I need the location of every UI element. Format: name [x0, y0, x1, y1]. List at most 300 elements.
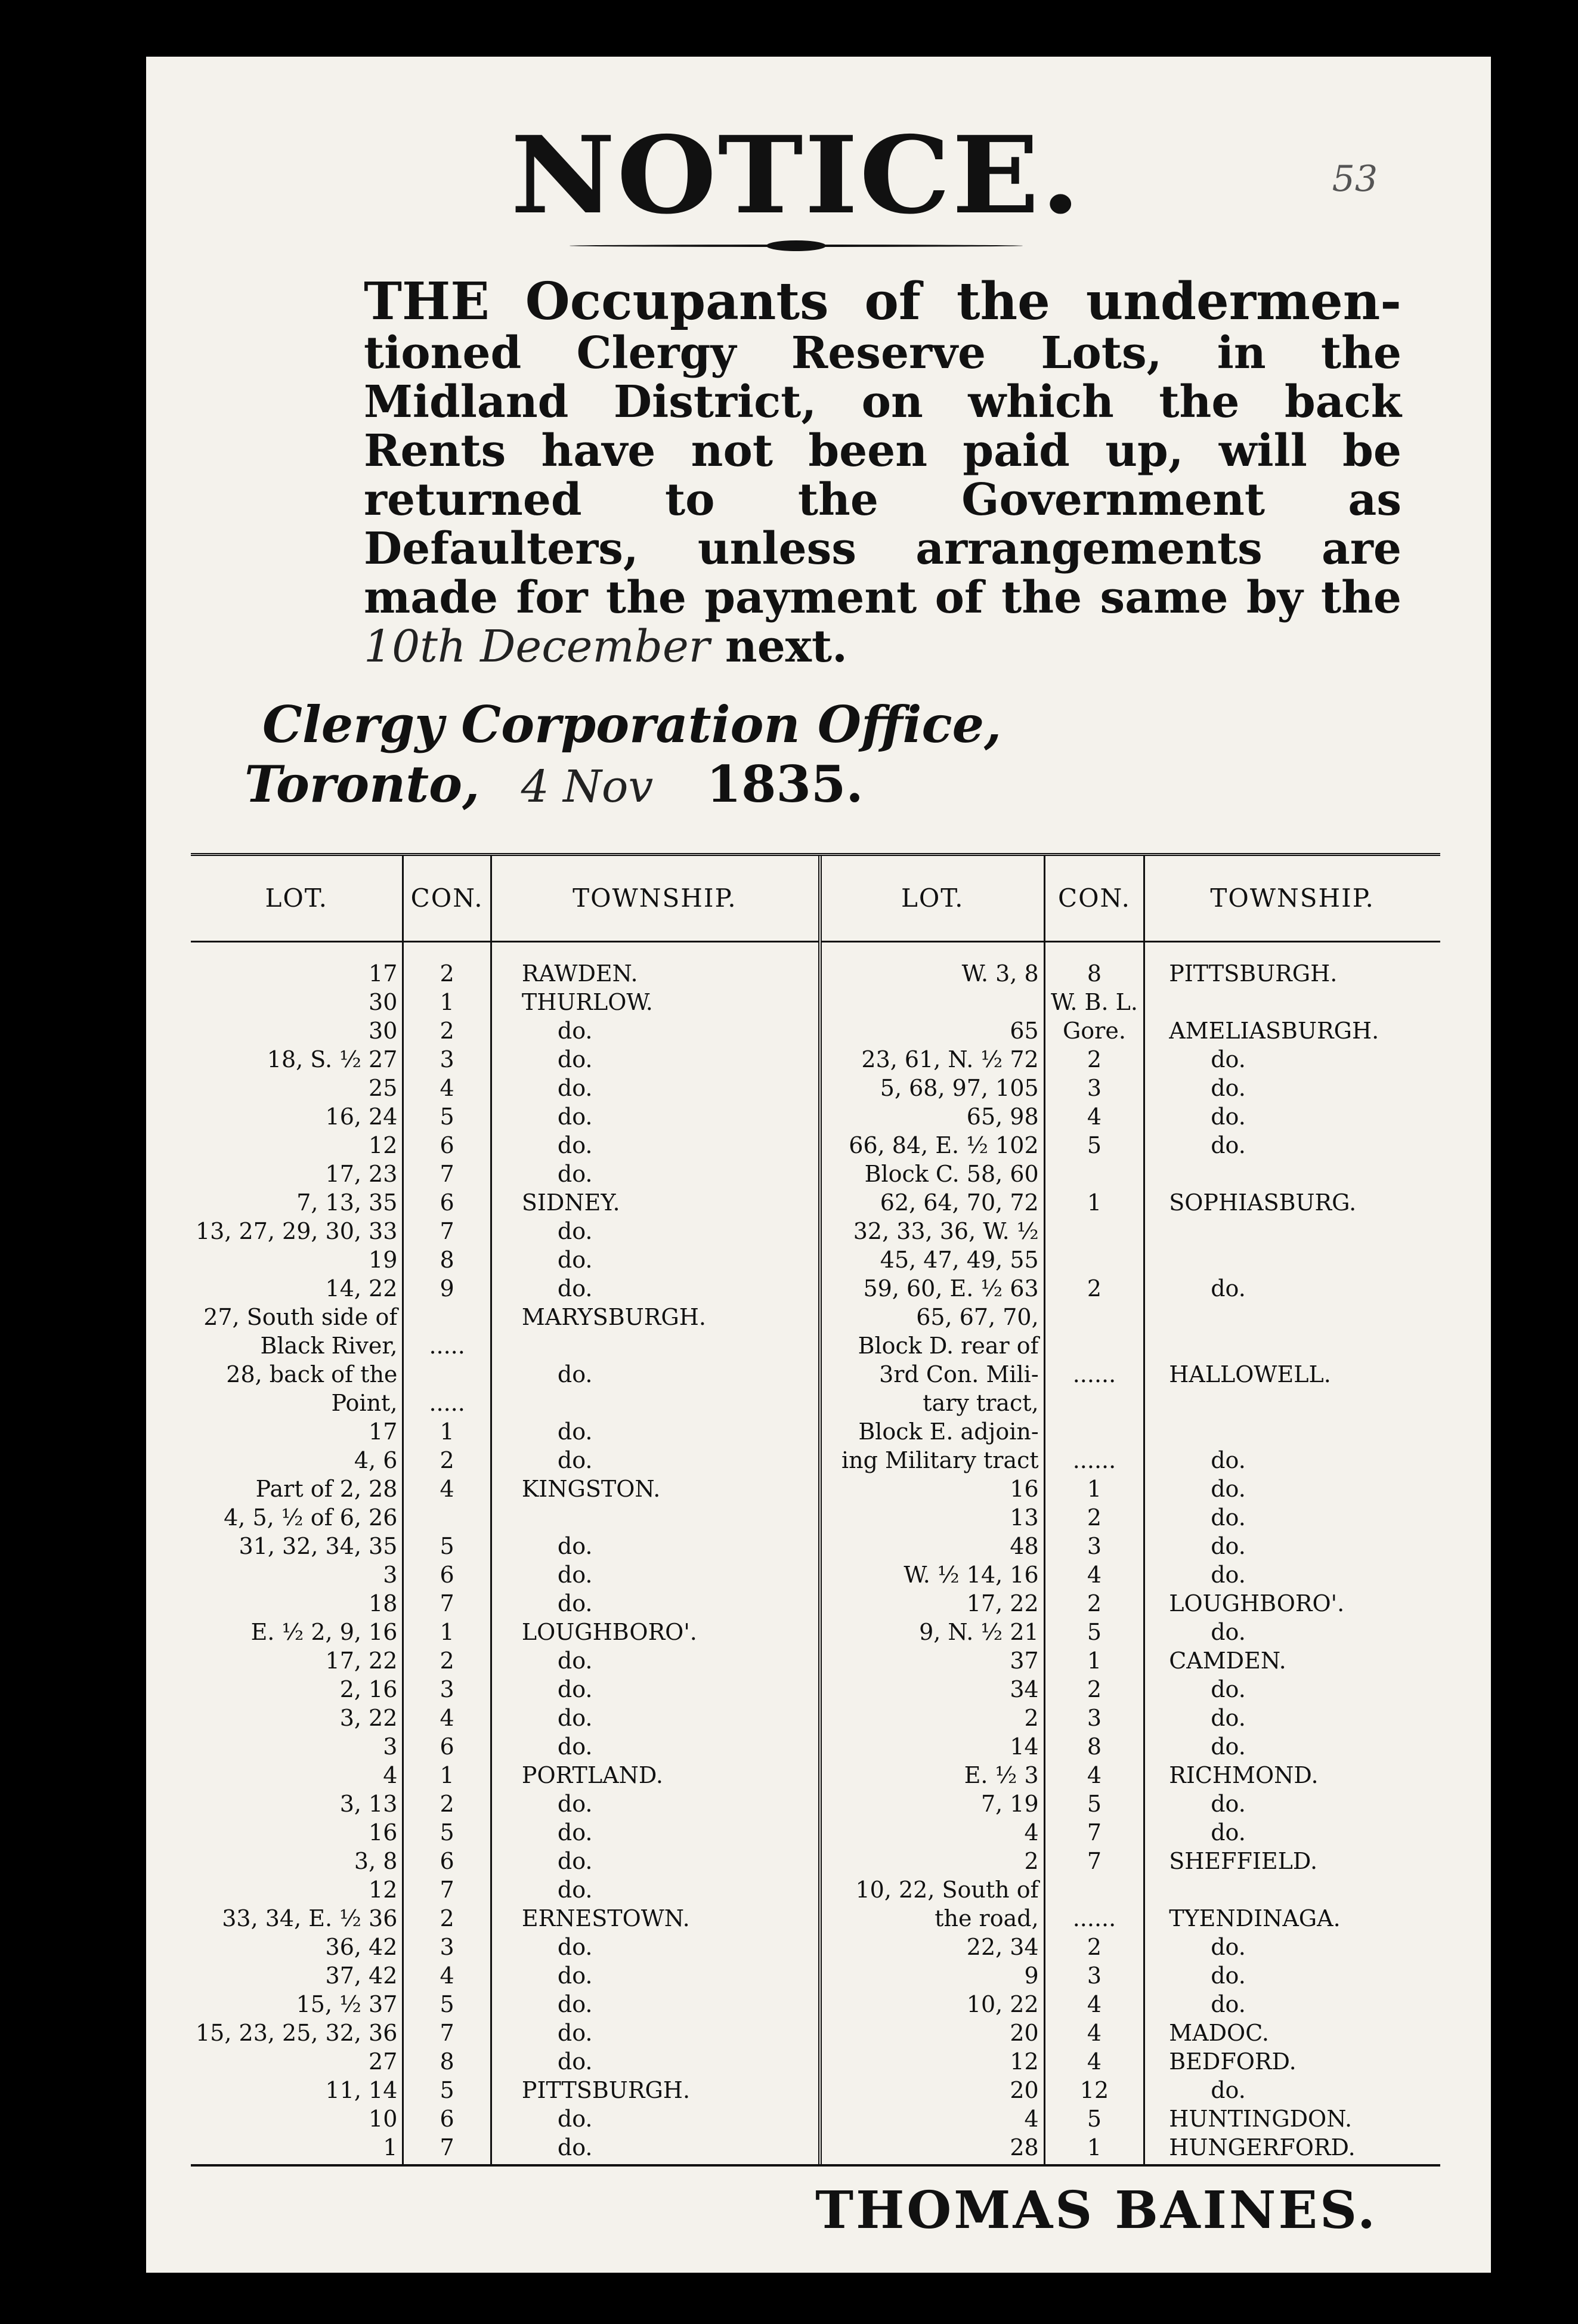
cell-lot-left: 2, 16 [339, 1676, 398, 1702]
cell-township-left: do. [557, 1963, 593, 1989]
cell-lot-left: E. ½ 2, 9, 16 [250, 1619, 398, 1645]
table-row [191, 1847, 1440, 1875]
cell-lot-left: 3, 13 [339, 1791, 398, 1817]
cell-con-left: 4 [403, 1475, 491, 1503]
cell-lot-right: 3rd Con. Mili- [820, 1360, 1044, 1389]
cell-con-right [1044, 1875, 1144, 1904]
cell-con-right [1044, 1217, 1144, 1246]
table-row [191, 988, 1440, 1016]
cell-lot-right: 45, 47, 49, 55 [820, 1246, 1044, 1274]
table-row [191, 1217, 1440, 1246]
cell-lot-right: Block C. 58, 60 [820, 1160, 1044, 1188]
cell-lot-right: 20 [820, 2019, 1044, 2047]
cell-township-right: do. [1211, 1275, 1246, 1302]
cell-township-right: do. [1211, 1619, 1246, 1645]
cell-township-left: do. [557, 1848, 593, 1874]
cell-township-left: do. [557, 2134, 593, 2161]
cell-con-left: 7 [403, 1217, 491, 1246]
cell-township-right [1144, 1875, 1440, 1904]
cell-township-left: do. [557, 2020, 593, 2046]
cell-lot-left: 10 [369, 2106, 398, 2132]
cell-con-left: 2 [403, 1790, 491, 1818]
table-row [191, 1074, 1440, 1102]
cell-township-right [1144, 1217, 1440, 1246]
table-row [191, 1675, 1440, 1704]
cell-con-left: 9 [403, 1274, 491, 1303]
cell-lot-right: 16 [820, 1475, 1044, 1503]
cell-con-left [403, 1360, 491, 1389]
cell-con-right [1044, 1246, 1144, 1274]
notice-body-end: next. [725, 621, 847, 672]
cell-con-right: 3 [1044, 1532, 1144, 1560]
cell-con-right: W. B. L. [1044, 988, 1144, 1016]
cell-lot-left: 15, ½ 37 [296, 1991, 398, 2017]
cell-lot-left: 3, 8 [354, 1848, 398, 1874]
cell-lot-left: 27 [369, 2048, 398, 2075]
header-con-right: CON. [1044, 856, 1144, 942]
table-row [191, 1417, 1440, 1446]
cell-con-right: Gore. [1044, 1016, 1144, 1045]
cell-lot-right: 5, 68, 97, 105 [820, 1074, 1044, 1102]
cell-township-left [491, 1503, 819, 1532]
cell-township-left: MARYSBURGH. [521, 1304, 706, 1330]
table-row [191, 1045, 1440, 1074]
cell-township-right: SHEFFIELD. [1169, 1848, 1318, 1874]
table-row [191, 1961, 1440, 1990]
cell-con-right: 5 [1044, 1618, 1144, 1646]
cell-con-left: 8 [403, 1246, 491, 1274]
cell-township-left: KINGSTON. [521, 1476, 661, 1502]
cell-lot-left: Black River, [260, 1333, 398, 1359]
cell-con-right [1044, 1389, 1144, 1417]
table-row [191, 1618, 1440, 1646]
lots-table [191, 856, 1440, 2164]
notice-body-text: tioned Clergy Reserve Lots, in the Midland District, on which the back Rents have not been paid up, will be returned to the Government as Defaulters, unless arrangements are made for the payment of the same by the [364, 327, 1401, 623]
cell-township-right: do. [1211, 1075, 1246, 1101]
cell-con-left: ..... [403, 1331, 491, 1360]
cell-con-right: 1 [1044, 1188, 1144, 1217]
cell-township-left: do. [557, 1275, 593, 1302]
cell-lot-right: 12 [820, 2047, 1044, 2076]
cell-con-left: 5 [403, 1818, 491, 1847]
cell-lot-left: 12 [369, 1132, 398, 1158]
cell-township-right [1144, 1303, 1440, 1331]
table-row [191, 1102, 1440, 1131]
table-row [191, 1732, 1440, 1761]
table-body [191, 942, 1440, 2165]
cell-township-left: RAWDEN. [521, 960, 638, 987]
cell-township-right: AMELIASBURGH. [1169, 1018, 1379, 1044]
office-line: Clergy Corporation Office, [262, 695, 1002, 754]
cell-lot-right: 7, 19 [820, 1790, 1044, 1818]
cell-township-right: do. [1211, 1991, 1246, 2017]
cell-lot-right: 65 [820, 1016, 1044, 1045]
cell-lot-right: 37 [820, 1646, 1044, 1675]
cell-lot-left: 3 [383, 1733, 398, 1760]
cell-con-left: 2 [403, 1904, 491, 1933]
cell-lot-left: 16 [369, 1819, 398, 1846]
cell-lot-right: 4 [820, 1818, 1044, 1847]
cell-township-right: SOPHIASBURG. [1169, 1189, 1357, 1216]
cell-lot-right: 10, 22, South of [820, 1875, 1044, 1904]
cell-lot-left: 30 [369, 1018, 398, 1044]
table-row [191, 1160, 1440, 1188]
cell-lot-left: 15, 23, 25, 32, 36 [196, 2020, 398, 2046]
cell-lot-left: 37, 42 [325, 1963, 398, 1989]
cell-township-right: do. [1211, 1504, 1246, 1531]
cell-lot-right: 9, N. ½ 21 [820, 1618, 1044, 1646]
cell-township-left: do. [557, 1161, 593, 1187]
table-row [191, 1990, 1440, 2019]
cell-township-right: do. [1211, 1705, 1246, 1731]
cell-lot-right: 59, 60, E. ½ 63 [820, 1274, 1044, 1303]
cell-township-right: do. [1211, 1819, 1246, 1846]
cell-con-left: 6 [403, 1131, 491, 1160]
signature: THOMAS BAINES. [815, 2180, 1378, 2240]
cell-con-left: 3 [403, 1045, 491, 1074]
cell-lot-right: 66, 84, E. ½ 102 [820, 1131, 1044, 1160]
cell-township-right: do. [1211, 1791, 1246, 1817]
table-row [191, 1503, 1440, 1532]
cell-con-right: 2 [1044, 1503, 1144, 1532]
table-row [191, 2076, 1440, 2104]
cell-lot-right: Block D. rear of [820, 1331, 1044, 1360]
table-row [191, 1131, 1440, 1160]
notice-sheet [146, 57, 1491, 2273]
cell-township-left: do. [557, 1590, 593, 1617]
cell-lot-left: 12 [369, 1877, 398, 1903]
cell-lot-left: 13, 27, 29, 30, 33 [196, 1218, 398, 1244]
cell-lot-right: 17, 22 [820, 1589, 1044, 1618]
cell-township-right: do. [1211, 1447, 1246, 1473]
cell-township-left: do. [557, 1991, 593, 2017]
notice-body [364, 271, 1401, 672]
cell-con-left: 6 [403, 1732, 491, 1761]
notice-title: NOTICE. [510, 113, 1082, 237]
cell-township-left: do. [557, 1562, 593, 1588]
cell-township-left: do. [557, 1791, 593, 1817]
table-row [191, 1360, 1440, 1389]
cell-con-left: 8 [403, 2047, 491, 2076]
cell-township-right: do. [1211, 1132, 1246, 1158]
table-header-row [191, 856, 1440, 942]
cell-township-right [1144, 1389, 1440, 1417]
cell-township-right: BEDFORD. [1169, 2048, 1297, 2075]
place: Toronto, [245, 755, 480, 814]
cell-lot-left: 18, S. ½ 27 [267, 1046, 398, 1073]
table-row [191, 1875, 1440, 1904]
cell-con-left: 5 [403, 1990, 491, 2019]
cell-con-left [403, 1303, 491, 1331]
cell-lot-right: Block E. adjoin- [820, 1417, 1044, 1446]
cell-township-left: do. [557, 2048, 593, 2075]
cell-lot-right: 14 [820, 1732, 1044, 1761]
cell-township-left [491, 1331, 819, 1360]
cell-township-right: do. [1211, 1934, 1246, 1960]
table-row [191, 1761, 1440, 1790]
cell-lot-right: 65, 67, 70, [820, 1303, 1044, 1331]
cell-con-right: 3 [1044, 1961, 1144, 1990]
cell-township-right: CAMDEN. [1169, 1648, 1286, 1674]
cell-township-left: do. [557, 1361, 593, 1387]
header-lot-right: LOT. [820, 856, 1044, 942]
cell-lot-right: tary tract, [820, 1389, 1044, 1417]
title-ornament [570, 240, 1023, 251]
cell-township-left: do. [557, 1733, 593, 1760]
cell-con-left: 7 [403, 1589, 491, 1618]
cell-township-right: do. [1211, 1562, 1246, 1588]
cell-con-right: 8 [1044, 942, 1144, 988]
cell-township-right: do. [1211, 2077, 1246, 2103]
cell-township-left: do. [557, 1132, 593, 1158]
cell-township-left: SIDNEY. [521, 1189, 620, 1216]
cell-township-left: PORTLAND. [521, 1762, 664, 1788]
cell-lot-right: 32, 33, 36, W. ½ [820, 1217, 1044, 1246]
cell-con-left: 4 [403, 1074, 491, 1102]
cell-lot-left: 25 [369, 1075, 398, 1101]
cell-township-left: do. [557, 1447, 593, 1473]
table-row [191, 1475, 1440, 1503]
cell-township-right: do. [1211, 1046, 1246, 1073]
table-row [191, 1904, 1440, 1933]
table-row [191, 2104, 1440, 2133]
cell-lot-right: 28 [820, 2133, 1044, 2164]
cell-lot-left: 4, 5, ½ of 6, 26 [224, 1504, 398, 1531]
cell-lot-left: 19 [369, 1247, 398, 1273]
cell-con-right: 7 [1044, 1818, 1144, 1847]
table-row [191, 1589, 1440, 1618]
cell-lot-right: 13 [820, 1503, 1044, 1532]
cell-con-left: 7 [403, 2019, 491, 2047]
cell-con-right: 2 [1044, 1589, 1144, 1618]
table-row [191, 1389, 1440, 1417]
cell-lot-right: 10, 22 [820, 1990, 1044, 2019]
cell-lot-left: 14, 22 [325, 1275, 398, 1302]
cell-con-left: 5 [403, 1102, 491, 1131]
cell-lot-left: 28, back of the [226, 1361, 398, 1387]
cell-lot-left: 16, 24 [325, 1104, 398, 1130]
cell-township-right: TYENDINAGA. [1169, 1905, 1341, 1931]
cell-con-left: 6 [403, 1188, 491, 1217]
cell-lot-left: 18 [369, 1590, 398, 1617]
table-row [191, 1188, 1440, 1217]
cell-con-left: 2 [403, 942, 491, 988]
cell-township-left: do. [557, 1819, 593, 1846]
cell-township-left: do. [557, 1218, 593, 1244]
table-row [191, 1646, 1440, 1675]
cell-con-right [1044, 1417, 1144, 1446]
cell-township-left: LOUGHBORO'. [521, 1619, 697, 1645]
cell-con-left [403, 1503, 491, 1532]
cell-lot-left: 17, 22 [325, 1648, 398, 1674]
cell-lot-left: 11, 14 [325, 2077, 398, 2103]
cell-lot-right: W. 3, 8 [820, 942, 1044, 988]
cell-lot-right [820, 988, 1044, 1016]
cell-con-right: 2 [1044, 1675, 1144, 1704]
header-con-left: CON. [403, 856, 491, 942]
table-row [191, 1818, 1440, 1847]
cell-lot-left: 1 [383, 2134, 398, 2161]
cell-township-left: do. [557, 1934, 593, 1960]
cell-con-right: 5 [1044, 2104, 1144, 2133]
cell-lot-right: 65, 98 [820, 1102, 1044, 1131]
cell-lot-right: 9 [820, 1961, 1044, 1990]
cell-con-right: 4 [1044, 2019, 1144, 2047]
cell-township-right: HUNGERFORD. [1169, 2134, 1356, 2161]
cell-con-left: 7 [403, 2133, 491, 2164]
cell-township-right [1144, 1160, 1440, 1188]
cell-lot-right: W. ½ 14, 16 [820, 1560, 1044, 1589]
cell-con-left: 7 [403, 1875, 491, 1904]
cell-con-right: 2 [1044, 1933, 1144, 1961]
cell-township-right: LOUGHBORO'. [1169, 1590, 1345, 1617]
cell-lot-left: 4 [383, 1762, 398, 1788]
table-row [191, 942, 1440, 988]
cell-con-right [1044, 1303, 1144, 1331]
cell-con-left: 4 [403, 1704, 491, 1732]
cell-con-left: 3 [403, 1933, 491, 1961]
cell-township-left: do. [557, 1648, 593, 1674]
cell-township-right: MADOC. [1169, 2020, 1269, 2046]
cell-township-right: HALLOWELL. [1169, 1361, 1331, 1387]
handwritten-due-date: 10th December [364, 621, 710, 672]
cell-township-left: do. [557, 1046, 593, 1073]
cell-township-right: do. [1211, 1676, 1246, 1702]
cell-con-right: 8 [1044, 1732, 1144, 1761]
cell-lot-left: 3, 22 [339, 1705, 398, 1731]
cell-lot-right: 62, 64, 70, 72 [820, 1188, 1044, 1217]
cell-con-left: 4 [403, 1961, 491, 1990]
cell-township-left: ERNESTOWN. [521, 1905, 690, 1931]
cell-lot-left: 31, 32, 34, 35 [239, 1533, 398, 1559]
cell-con-right: 4 [1044, 1761, 1144, 1790]
cell-con-right: ...... [1044, 1446, 1144, 1475]
table-row [191, 2133, 1440, 2164]
handwritten-issue-date: 4 Nov [521, 761, 654, 812]
cell-lot-left: 30 [369, 989, 398, 1015]
cell-con-right [1044, 1331, 1144, 1360]
cell-township-left: do. [557, 1533, 593, 1559]
cell-con-left: 6 [403, 1847, 491, 1875]
cell-con-left: 2 [403, 1646, 491, 1675]
cell-township-right: do. [1211, 1104, 1246, 1130]
cell-lot-left: 27, South side of [203, 1304, 398, 1330]
cell-township-left: do. [557, 1705, 593, 1731]
cell-township-right [1144, 1417, 1440, 1446]
table-row [191, 1560, 1440, 1589]
cell-con-right: 5 [1044, 1131, 1144, 1160]
cell-con-left: 5 [403, 1532, 491, 1560]
table-row [191, 2047, 1440, 2076]
cell-township-right [1144, 1331, 1440, 1360]
cell-lot-right: 2 [820, 1847, 1044, 1875]
cell-con-right: 2 [1044, 1274, 1144, 1303]
cell-con-right: ...... [1044, 1360, 1144, 1389]
cell-lot-left: 17 [369, 1418, 398, 1445]
cell-township-left: do. [557, 1018, 593, 1044]
cell-lot-left: 4, 6 [354, 1447, 398, 1473]
corner-mark: 53 [1332, 158, 1378, 200]
cell-lot-right: 20 [820, 2076, 1044, 2104]
table-row [191, 1331, 1440, 1360]
cell-lot-left: Part of 2, 28 [255, 1476, 398, 1502]
cell-con-left: 7 [403, 1160, 491, 1188]
cell-township-right [1144, 988, 1440, 1016]
cell-lot-left: Point, [331, 1390, 398, 1416]
cell-lot-left: 7, 13, 35 [296, 1189, 398, 1216]
notice-lead: THE Occupants of the undermen- [364, 271, 1401, 332]
table-row [191, 1704, 1440, 1732]
cell-con-right: 7 [1044, 1847, 1144, 1875]
cell-lot-left: 36, 42 [325, 1934, 398, 1960]
header-township-right: TOWNSHIP. [1144, 856, 1440, 942]
cell-township-left: do. [557, 1104, 593, 1130]
cell-con-left: 1 [403, 988, 491, 1016]
cell-con-left: 6 [403, 2104, 491, 2133]
cell-township-left: THURLOW. [521, 989, 653, 1015]
cell-township-left: do. [557, 1075, 593, 1101]
year: 1835. [706, 755, 864, 814]
cell-lot-right: the road, [820, 1904, 1044, 1933]
cell-township-left: do. [557, 1877, 593, 1903]
cell-lot-right: 34 [820, 1675, 1044, 1704]
cell-lot-left: 17 [369, 960, 398, 987]
cell-township-left: do. [557, 1247, 593, 1273]
table-row [191, 1246, 1440, 1274]
cell-con-right: 1 [1044, 2133, 1144, 2164]
lots-table-wrapper [191, 853, 1440, 2167]
cell-con-left: 1 [403, 1618, 491, 1646]
table-row [191, 1303, 1440, 1331]
table-row [191, 1790, 1440, 1818]
cell-con-right: 4 [1044, 1102, 1144, 1131]
cell-con-right: 3 [1044, 1074, 1144, 1102]
cell-con-right: 4 [1044, 1990, 1144, 2019]
cell-con-left: 1 [403, 1417, 491, 1446]
cell-con-right: 1 [1044, 1646, 1144, 1675]
cell-con-right: 4 [1044, 2047, 1144, 2076]
cell-con-right: 3 [1044, 1704, 1144, 1732]
cell-con-right: 5 [1044, 1790, 1144, 1818]
cell-township-left [491, 1389, 819, 1417]
cell-con-right: 2 [1044, 1045, 1144, 1074]
table-row [191, 1274, 1440, 1303]
cell-lot-right: 23, 61, N. ½ 72 [820, 1045, 1044, 1074]
cell-lot-right: 2 [820, 1704, 1044, 1732]
cell-con-left: 3 [403, 1675, 491, 1704]
cell-township-right: PITTSBURGH. [1169, 960, 1338, 987]
cell-township-right: HUNTINGDON. [1169, 2106, 1353, 2132]
table-row [191, 1446, 1440, 1475]
cell-lot-left: 17, 23 [325, 1161, 398, 1187]
cell-township-right: RICHMOND. [1169, 1762, 1319, 1788]
cell-lot-left: 33, 34, E. ½ 36 [222, 1905, 398, 1931]
cell-township-right: do. [1211, 1533, 1246, 1559]
table-row [191, 2019, 1440, 2047]
header-lot-left: LOT. [191, 856, 403, 942]
cell-township-left: do. [557, 1418, 593, 1445]
header-township-left: TOWNSHIP. [491, 856, 819, 942]
cell-con-left: 2 [403, 1446, 491, 1475]
cell-lot-right: ing Military tract [820, 1446, 1044, 1475]
cell-township-right [1144, 1246, 1440, 1274]
cell-lot-right: 22, 34 [820, 1933, 1044, 1961]
cell-con-right: 1 [1044, 1475, 1144, 1503]
cell-lot-right: E. ½ 3 [820, 1761, 1044, 1790]
cell-township-left: PITTSBURGH. [521, 2077, 691, 2103]
place-date-line [245, 755, 1401, 814]
cell-lot-right: 4 [820, 2104, 1044, 2133]
